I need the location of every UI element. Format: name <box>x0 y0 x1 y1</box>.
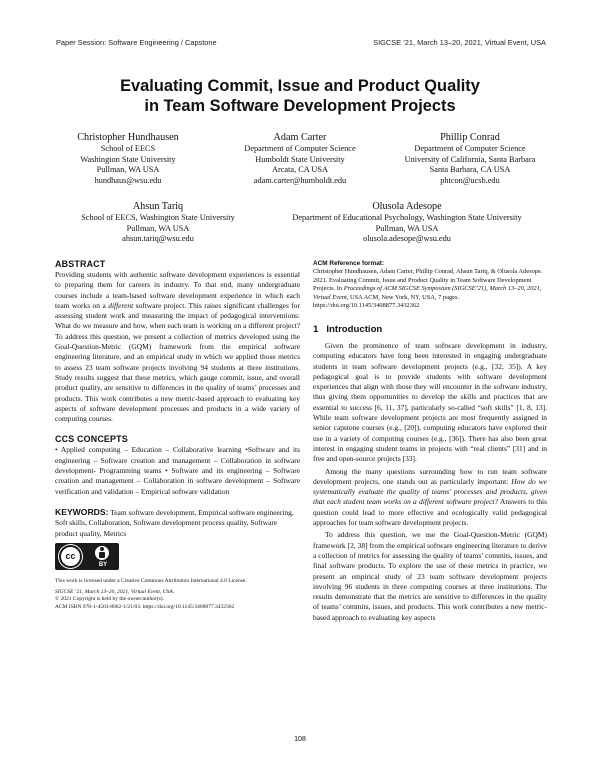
keywords <box>55 507 300 539</box>
license-line: © 2021 Copyright is held by the owner/author(s). <box>55 596 164 603</box>
acm-reference-part: USA ACM, New York, NY, USA, 7 pages. https://doi.org/10.1145/3408877.3432362 <box>313 293 460 310</box>
author-name: Ahsun Tariq <box>132 201 184 212</box>
author-location: Pullman, WA USA <box>375 223 439 233</box>
license-venue: SIGCSE ’21, March 13–20, 2021, Virtual Event, USA. <box>55 588 175 595</box>
author-block <box>234 131 366 186</box>
author-email: olusola.adesope@wsu.edu <box>363 234 451 244</box>
cc-badge-text: cc <box>65 550 76 561</box>
keywords-text: Team software development, Empirical software engineering, Soft skills, Collaboration, Software development process quality, Software product quality, Metrics <box>55 507 294 538</box>
section-title: Introduction <box>326 323 383 335</box>
introduction-paragraph: Given the prominence of team software development in industry, computing educators have long been interested in engaging undergraduate students in team software development projects (e.g., [32, 35]). A key pedagogical goal is to provide students with software development experiences that align with those they will encounter in the software industry, thus giving them opportunities to develop the skills and practices that are essential to success [6, 11, 37], particularly so-called “soft skills” [1, 8, 13]. While team software development projects are most frequently assigned in senior capstone courses (e.g., [20]), computing educators have explored their use in a variety of computing courses (e.g., [36]). There has also been great interest in engaging student teams in projects with “real clients” [31] and in free and open-source projects [33]. <box>313 340 547 464</box>
author-email: phtcon@ucsb.edu <box>440 175 500 185</box>
author-block <box>390 131 550 186</box>
author-email: ahsun.tariq@wsu.edu <box>122 234 194 244</box>
author-name: Phillip Conrad <box>440 132 500 143</box>
abstract-text <box>55 270 300 424</box>
author-location: Pullman, WA USA <box>96 165 160 175</box>
author-name: Olusola Adesope <box>372 201 442 212</box>
acm-reference-label: ACM Reference format: <box>313 260 385 267</box>
author-block <box>264 200 550 245</box>
page-number: 108 <box>294 736 306 743</box>
cc-by-label: BY <box>98 561 108 568</box>
author-affiliation: Washington State University <box>80 154 176 164</box>
left-column <box>55 259 300 612</box>
paragraph-text: Among the many questions surrounding how to run team software development projects, one stands out as particularly important: <box>313 466 547 486</box>
acm-reference-text <box>313 268 547 311</box>
author-affiliation: Department of Computer Science <box>414 144 526 153</box>
ccs-heading: CCS CONCEPTS <box>55 434 128 445</box>
author-location: Santa Barbara, CA USA <box>429 165 511 175</box>
author-affiliation: Humboldt State University <box>255 154 345 164</box>
license-line: ACM ISBN 978-1-4503-8062-1/21/03. https://doi.org/10.1145/3408877.3432362 <box>55 604 235 611</box>
author-affiliation: University of California, Santa Barbara <box>404 154 536 164</box>
author-affiliation: School of EECS <box>100 144 156 153</box>
running-head <box>56 38 546 50</box>
keywords-label: KEYWORDS: <box>55 506 109 517</box>
right-column <box>313 259 547 623</box>
author-location: Arcata, CA USA <box>272 165 328 175</box>
introduction-paragraph <box>313 467 547 529</box>
ccs-text: • Applied computing – Education – Collaborative learning •Software and its engineering – Software creation and management – Collaboration in software development- Programming teams • Software and its engineering – Software creation and management – Collaboration in software development – Software verification and validation – Empirical software validation <box>55 445 300 496</box>
running-head-left: Paper Session: Software Engineering / Capstone <box>56 38 217 47</box>
research-question: How do we systematically evaluate the quality of teams’ processes and products, given that each student team works on a different software project? <box>313 476 547 507</box>
acm-reference-part: Christopher Hundhausen, Adam Carter, Phillip Conrad, Ahsun Tariq, & Olusola Adesope. 2021. Evaluating Commit, Issue and Product Quality in Team Software Development Projects. In <box>313 268 543 293</box>
attribution-person-icon <box>95 546 109 560</box>
author-affiliation: Department of Computer Science <box>244 144 356 153</box>
paragraph-text: Answers to this question could lead to more effective and ecologically valid pedagogical approaches for team software development projects. <box>313 497 547 528</box>
author-email: adam.carter@humboldt.edu <box>253 175 347 185</box>
introduction-paragraph: To address this question, we use the Goal-Question-Metric (GQM) framework [2, 38] from the empirical software engineering literature to derive a collection of metrics for assessing the quality of teams’ commits, issues, and final software products. To explore the use of these metrics in practice, we present an empirical study of 23 team software development projects involving 96 students in three computing courses at three institutions. The results demonstrate that the metrics are sensitive to differences in the quality of teams’ commits, issues, and products. This work contributes a new metric-based approach to evaluating key aspects <box>313 530 547 622</box>
title-line-2: in Team Software Development Projects <box>144 97 456 115</box>
author-affiliation: Department of Educational Psychology, Washington State University <box>292 213 522 222</box>
introduction-heading <box>313 324 547 336</box>
author-location: Pullman, WA USA <box>126 223 190 233</box>
cc-by-license-badge[interactable] <box>55 543 119 570</box>
running-head-right: SIGCSE ’21, March 13–20, 2021, Virtual Event, USA <box>373 38 546 47</box>
author-email: hundhaus@wsu.edu <box>94 175 162 185</box>
abstract-text-part: software project. This raises significant challenges for assessing student work and measuring the impact of pedagogical interventions: What do we measure and how, when each team is working on a different project? To address this question, we present a collection of metrics developed using the Goal-Question-Metric (GQM) framework from the empirical software engineering literature, and an empirical study in which we applied those metrics to assess 23 team software projects involving 94 students at three institutions. Study results suggest that these metrics, which gauge commit, issue, and overall product quality, are sensitive to differences in the quality of teams’ processes and products. This work contributes a new metric-based approach to evaluating key aspects of software development processes and products in a wide variety of computing courses. <box>55 300 301 424</box>
section-number: 1 <box>313 323 319 335</box>
paper-title <box>40 76 560 116</box>
author-name: Christopher Hundhausen <box>77 132 179 143</box>
abstract-text-part: Providing students with authentic software development experiences is essential to preparing them for careers in industry. To that end, many undergraduate courses include a team-based software development experience in which each team works on a <box>55 270 300 310</box>
abstract-heading: ABSTRACT <box>55 259 106 269</box>
author-block <box>63 131 193 186</box>
title-line-1: Evaluating Commit, Issue and Product Quality <box>120 77 480 95</box>
license-line: This work is licensed under a Creative Commons Attribution International 4.0 License. <box>55 577 247 584</box>
acm-reference-venue: Proceedings of ACM SIGCSE Symposium (SIGCSE’21), March 13–20, 2021, Virtual Event, <box>313 285 542 301</box>
author-affiliation: School of EECS, Washington State University <box>81 213 235 222</box>
author-block <box>60 200 256 245</box>
abstract-emphasis: different <box>108 300 134 310</box>
author-name: Adam Carter <box>273 132 327 143</box>
creative-commons-icon <box>59 545 82 568</box>
